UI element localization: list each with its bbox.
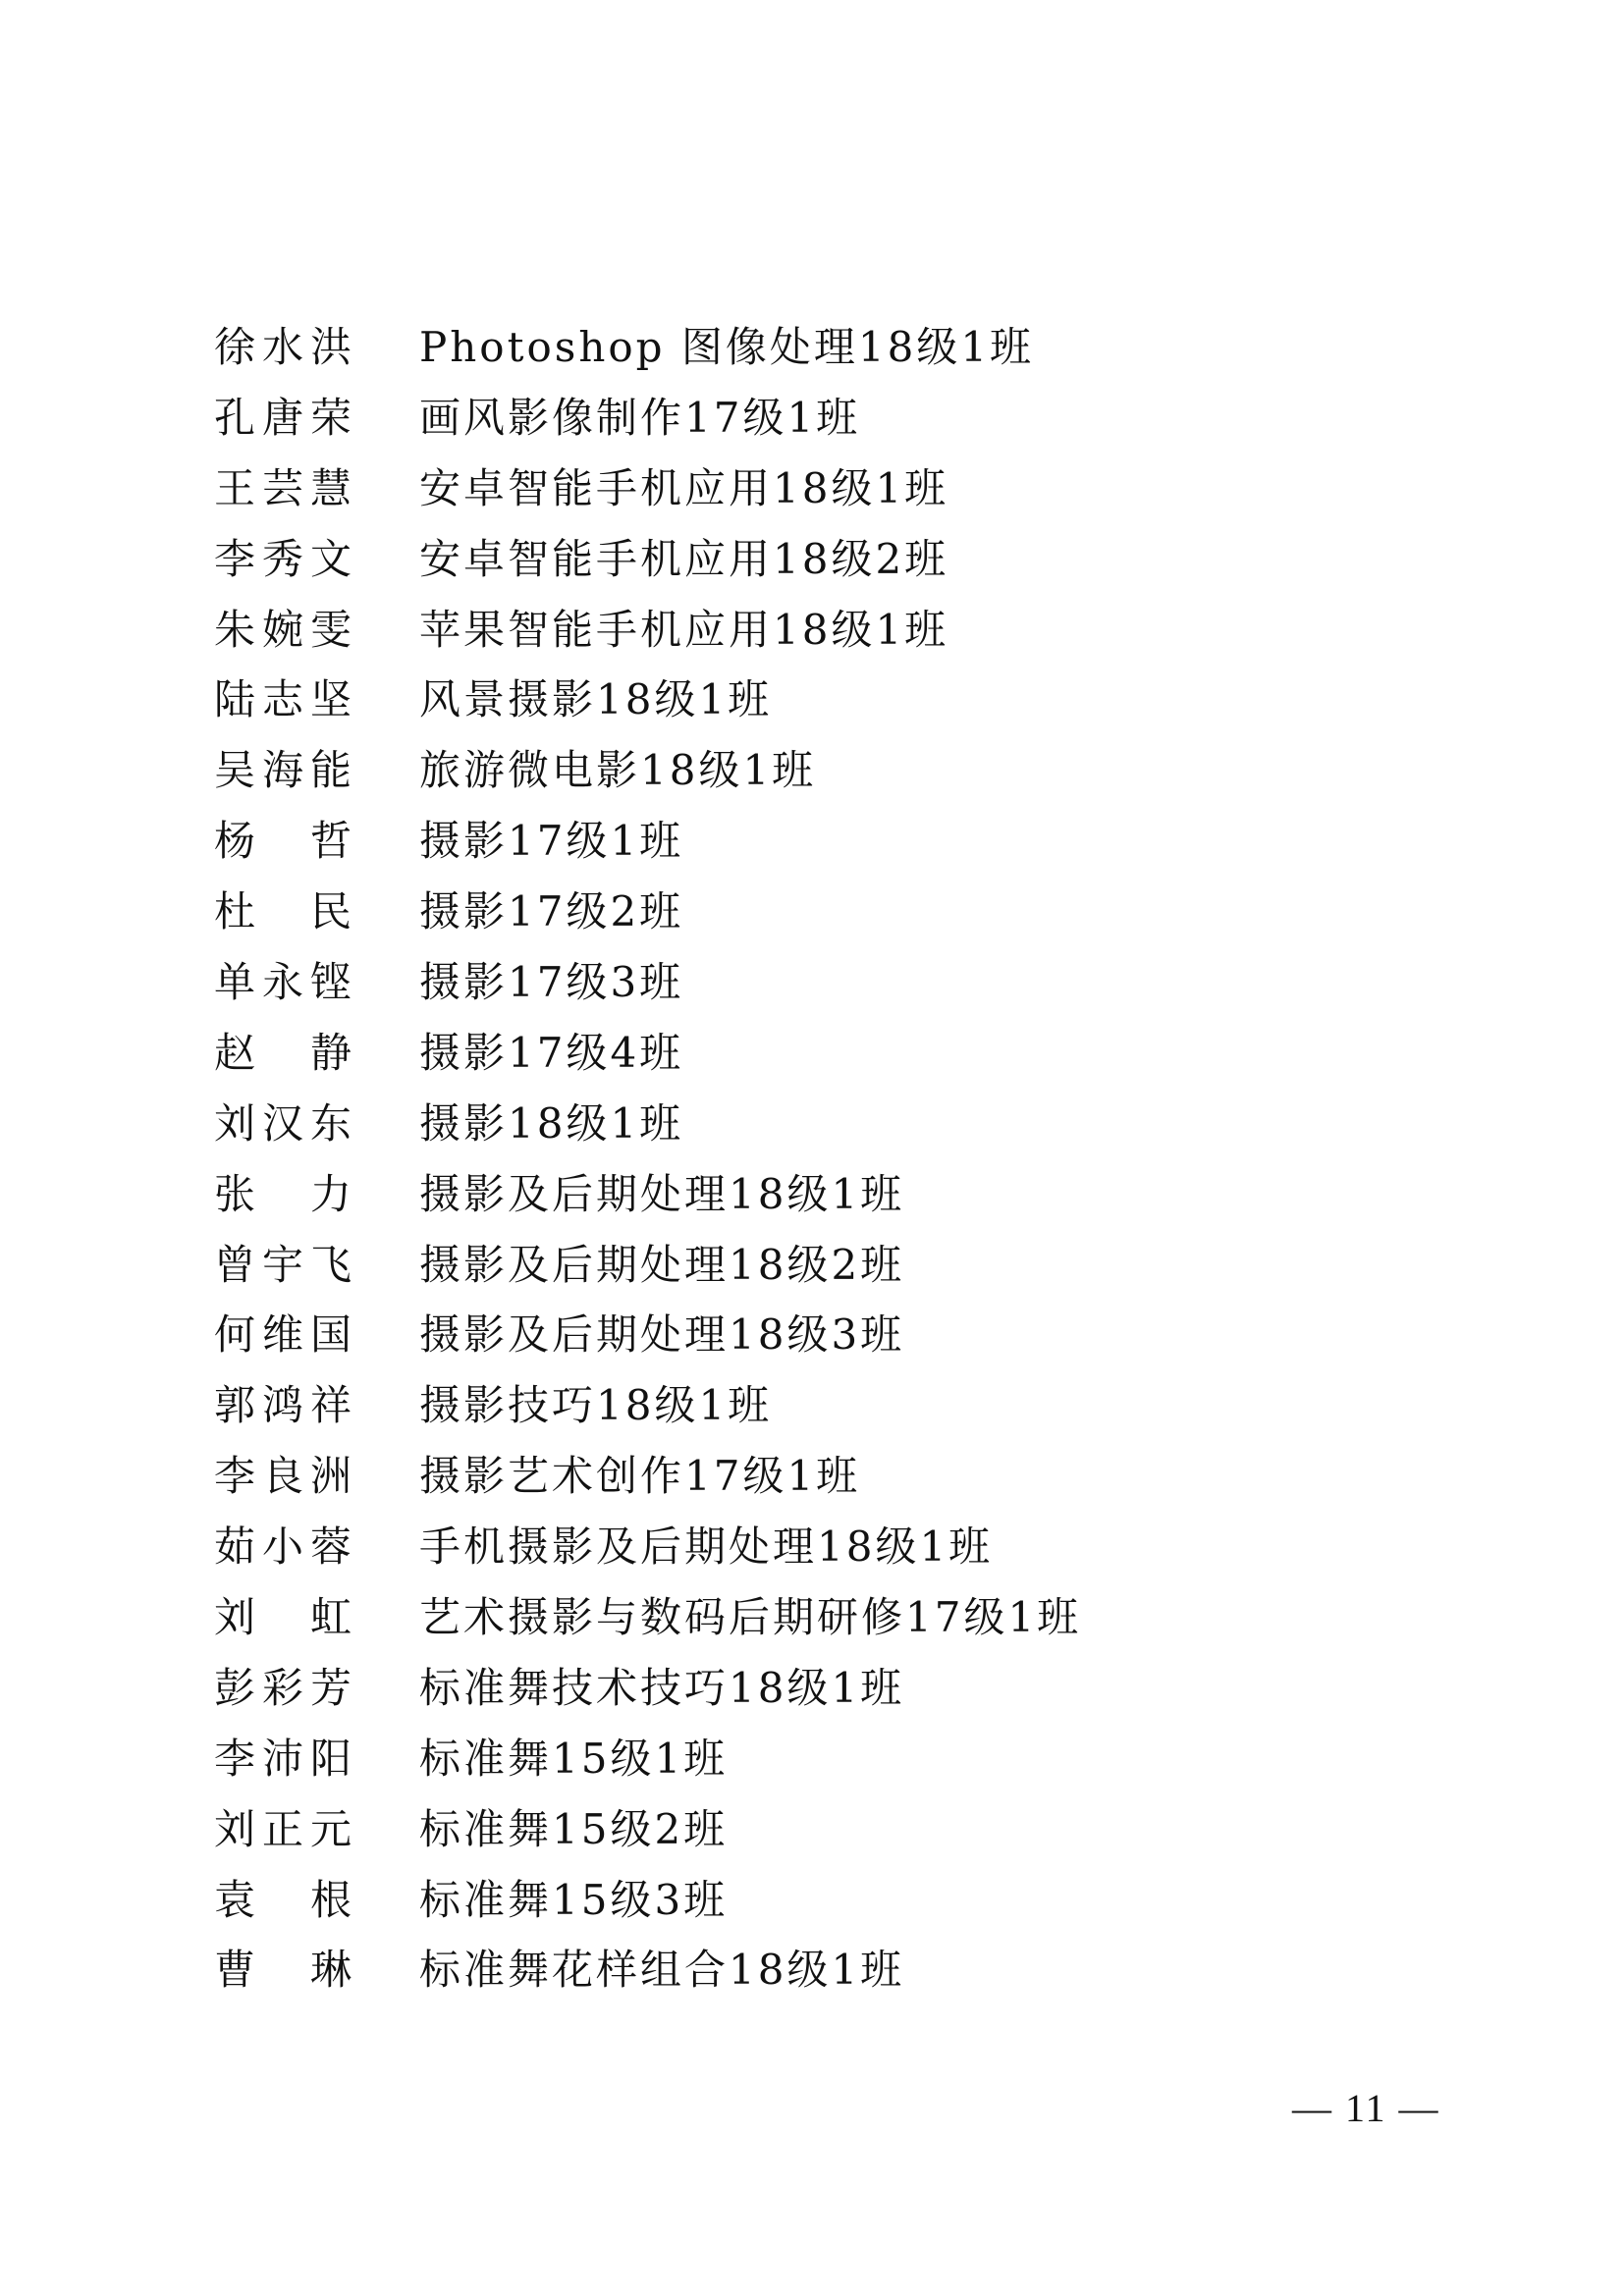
roster-row xyxy=(214,1724,1490,1794)
roster-row xyxy=(214,454,1490,524)
roster-row xyxy=(214,1370,1490,1441)
teacher-name: 朱婉雯 xyxy=(214,605,359,654)
roster-row xyxy=(214,1230,1490,1301)
class-name: 摄影技巧18级1班 xyxy=(419,1381,773,1430)
teacher-name: 李秀文 xyxy=(214,534,359,583)
teacher-name: 张 力 xyxy=(214,1169,359,1218)
roster-row xyxy=(214,524,1490,595)
roster-row xyxy=(214,1582,1490,1653)
teacher-name: 曾宇飞 xyxy=(214,1240,359,1289)
roster-row xyxy=(214,1089,1490,1159)
class-name: 摄影17级1班 xyxy=(419,817,684,866)
teacher-name: 何维国 xyxy=(214,1310,359,1360)
class-name: 标准舞花样组合18级1班 xyxy=(419,1946,905,1995)
roster-row xyxy=(214,806,1490,877)
roster-row xyxy=(214,383,1490,454)
roster-row xyxy=(214,1441,1490,1512)
teacher-name: 袁 根 xyxy=(214,1875,359,1924)
class-name: 安卓智能手机应用18级2班 xyxy=(419,534,949,583)
roster-row xyxy=(214,312,1490,383)
class-name: 摄影17级3班 xyxy=(419,957,684,1006)
teacher-name: 吴海能 xyxy=(214,746,359,795)
class-name: 标准舞15级1班 xyxy=(419,1734,729,1783)
teacher-name: 李良洲 xyxy=(214,1452,359,1501)
roster-row xyxy=(214,595,1490,666)
class-name: 旅游微电影18级1班 xyxy=(419,746,817,795)
teacher-name: 刘 虹 xyxy=(214,1592,359,1641)
teacher-name: 刘正元 xyxy=(214,1804,359,1853)
class-name: 摄影及后期处理18级1班 xyxy=(419,1169,905,1218)
teacher-name: 赵 静 xyxy=(214,1028,359,1077)
roster-list xyxy=(214,312,1490,2005)
class-name: 风景摄影18级1班 xyxy=(419,675,773,724)
class-name: 摄影18级1班 xyxy=(419,1098,684,1148)
class-name: Photoshop 图像处理18级1班 xyxy=(419,322,1035,371)
roster-row xyxy=(214,947,1490,1018)
roster-row xyxy=(214,1935,1490,2005)
roster-row xyxy=(214,1653,1490,1724)
teacher-name: 彭彩芳 xyxy=(214,1663,359,1712)
roster-row xyxy=(214,1865,1490,1936)
class-name: 摄影17级4班 xyxy=(419,1028,684,1077)
teacher-name: 郭鸿祥 xyxy=(214,1381,359,1430)
teacher-name: 王芸慧 xyxy=(214,463,359,512)
class-name: 标准舞技术技巧18级1班 xyxy=(419,1663,905,1712)
roster-row xyxy=(214,1512,1490,1582)
class-name: 标准舞15级2班 xyxy=(419,1804,729,1853)
teacher-name: 陆志坚 xyxy=(214,675,359,724)
teacher-name: 杨 哲 xyxy=(214,817,359,866)
roster-row xyxy=(214,1794,1490,1865)
roster-row xyxy=(214,735,1490,806)
class-name: 摄影17级2班 xyxy=(419,887,684,936)
teacher-name: 刘汉东 xyxy=(214,1098,359,1148)
roster-row xyxy=(214,877,1490,947)
roster-row xyxy=(214,1300,1490,1370)
class-name: 摄影及后期处理18级2班 xyxy=(419,1240,905,1289)
class-name: 摄影及后期处理18级3班 xyxy=(419,1310,905,1360)
class-name: 标准舞15级3班 xyxy=(419,1875,729,1924)
teacher-name: 单永铿 xyxy=(214,957,359,1006)
teacher-name: 曹 琳 xyxy=(214,1946,359,1995)
page-number: — 11 — xyxy=(1292,2086,1440,2130)
teacher-name: 李沛阳 xyxy=(214,1734,359,1783)
class-name: 摄影艺术创作17级1班 xyxy=(419,1452,861,1501)
teacher-name: 孔唐荣 xyxy=(214,393,359,442)
class-name: 手机摄影及后期处理18级1班 xyxy=(419,1522,994,1572)
roster-row xyxy=(214,1159,1490,1230)
class-name: 苹果智能手机应用18级1班 xyxy=(419,605,949,654)
class-name: 安卓智能手机应用18级1班 xyxy=(419,463,949,512)
roster-row xyxy=(214,665,1490,735)
teacher-name: 茹小蓉 xyxy=(214,1522,359,1572)
roster-row xyxy=(214,1018,1490,1089)
class-name: 艺术摄影与数码后期研修17级1班 xyxy=(419,1592,1082,1641)
teacher-name: 徐水洪 xyxy=(214,322,359,371)
class-name: 画风影像制作17级1班 xyxy=(419,393,861,442)
teacher-name: 杜 民 xyxy=(214,887,359,936)
